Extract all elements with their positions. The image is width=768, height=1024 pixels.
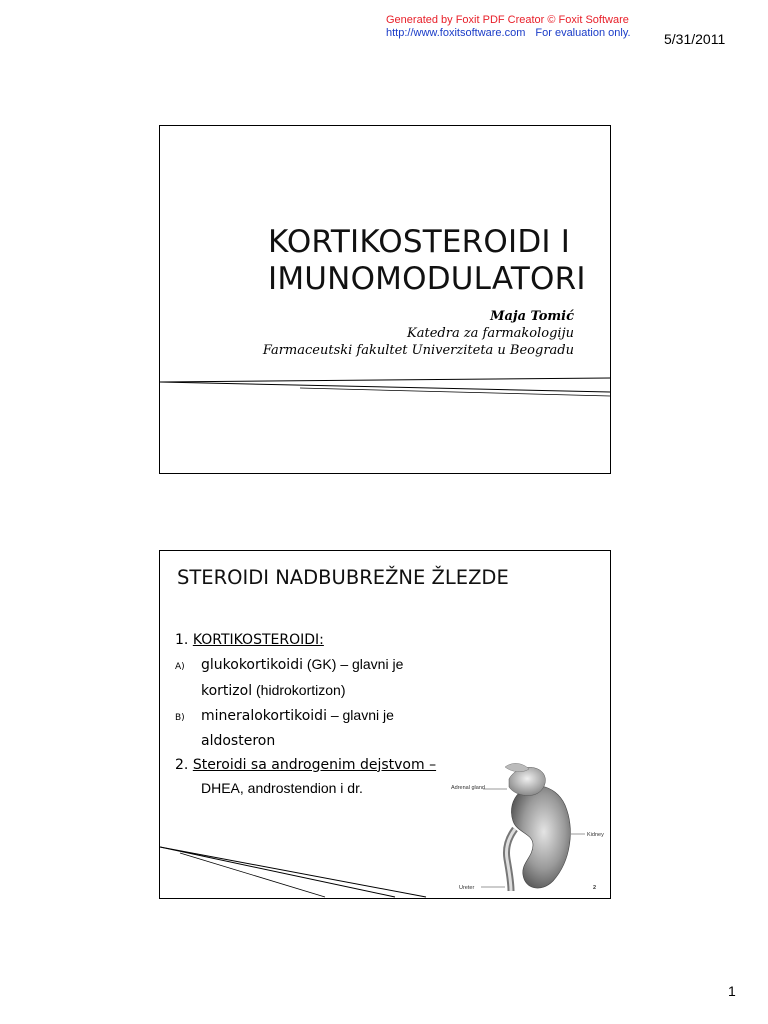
list-item-2-cont: DHEA, androstendion i dr. — [201, 780, 363, 796]
list-number: 2. — [175, 756, 193, 773]
list-item-2-label: Steroidi sa androgenim dejstvom – — [192, 756, 437, 773]
figure-label-ureter: Ureter — [459, 885, 475, 891]
slide-1-title-line-2: IMUNOMODULATORI — [268, 261, 586, 297]
list-number: 1. — [175, 632, 193, 648]
figure-label-adrenal: Adrenal gland — [451, 785, 485, 791]
term-aldosteron: aldosteron — [201, 733, 276, 749]
list-item-b-rest: – glavni je — [326, 706, 394, 723]
list-item-a-rest: (GK) – glavni je — [302, 655, 404, 672]
slide-1-author-block — [263, 308, 574, 359]
slide-1-decor-lines — [160, 126, 610, 473]
term-kortizol: kortizol — [201, 683, 253, 699]
list-item-1 — [175, 629, 505, 653]
watermark-url-link[interactable]: http://www.foxitsoftware.com — [386, 27, 526, 39]
list-item-1-label: KORTIKOSTEROIDI: — [192, 632, 324, 648]
slide-1-author: Maja Tomić — [490, 309, 574, 324]
list-item-a — [175, 653, 505, 680]
slide-1-title — [268, 224, 608, 298]
slide-1-thumbnail — [159, 125, 611, 474]
slide-2-thumbnail — [159, 550, 611, 899]
list-item-a-rest2: (hidrokortizon) — [252, 682, 346, 698]
list-item-b — [175, 704, 505, 731]
marker-a: A) — [175, 661, 185, 672]
watermark-generator: Generated by Foxit PDF Creator © Foxit Software — [386, 14, 629, 26]
slide-1-title-line-1: KORTIKOSTEROIDI I — [268, 224, 571, 260]
watermark-url-line — [386, 27, 631, 40]
term-glukokortikoidi: glukokortikoidi — [201, 656, 303, 673]
term-mineralokortikoidi: mineralokortikoidi — [201, 707, 327, 724]
list-item-b-cont — [175, 730, 505, 754]
marker-b: B) — [175, 712, 185, 723]
kidney-illustration — [443, 759, 609, 897]
list-item-a-cont — [175, 679, 505, 704]
figure-label-number: 2 — [593, 885, 597, 891]
page-number: 1 — [728, 983, 736, 999]
slide-1-department: Katedra za farmakologiju — [407, 326, 574, 341]
print-date: 5/31/2011 — [664, 31, 726, 47]
slide-1-faculty: Farmaceutski fakultet Univerziteta u Beogradu — [262, 343, 574, 358]
slide-2-title: STEROIDI NADBUBREŽNE ŽLEZDE — [177, 566, 509, 589]
figure-label-kidney: Kidney — [587, 832, 604, 838]
watermark-evaluation: For evaluation only. — [535, 27, 631, 39]
